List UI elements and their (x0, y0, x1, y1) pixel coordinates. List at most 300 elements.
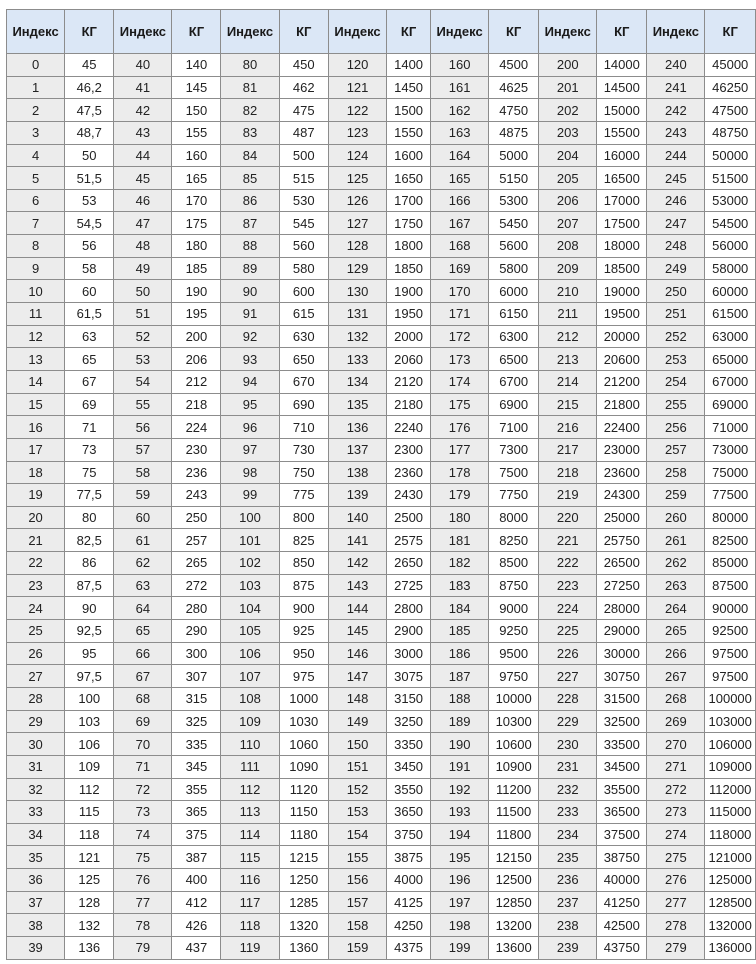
kg-cell: 11800 (489, 823, 539, 846)
kg-cell: 115000 (705, 801, 756, 824)
table-row (7, 778, 756, 801)
kg-cell: 1120 (279, 778, 328, 801)
index-cell: 238 (539, 914, 597, 937)
index-cell: 111 (221, 755, 279, 778)
kg-cell: 345 (172, 755, 221, 778)
index-cell: 62 (114, 552, 172, 575)
kg-cell: 4375 (387, 936, 431, 959)
index-cell: 177 (431, 438, 489, 461)
index-cell: 36 (7, 869, 65, 892)
index-cell: 220 (539, 506, 597, 529)
kg-cell: 875 (279, 574, 328, 597)
index-cell: 248 (647, 235, 705, 258)
kg-cell: 3250 (387, 710, 431, 733)
kg-cell: 50 (65, 144, 114, 167)
index-cell: 116 (221, 869, 279, 892)
index-cell: 83 (221, 121, 279, 144)
index-cell: 86 (221, 189, 279, 212)
kg-cell: 850 (279, 552, 328, 575)
index-cell: 190 (431, 733, 489, 756)
kg-cell: 1500 (387, 99, 431, 122)
index-cell: 85 (221, 167, 279, 190)
index-cell: 212 (539, 325, 597, 348)
table-row (7, 687, 756, 710)
kg-cell: 280 (172, 597, 221, 620)
index-cell: 92 (221, 325, 279, 348)
index-cell: 71 (114, 755, 172, 778)
kg-cell: 35500 (597, 778, 647, 801)
kg-cell: 630 (279, 325, 328, 348)
index-cell: 243 (647, 121, 705, 144)
kg-cell: 18000 (597, 235, 647, 258)
index-cell: 96 (221, 416, 279, 439)
kg-cell: 82,5 (65, 529, 114, 552)
kg-cell: 615 (279, 303, 328, 326)
table-row (7, 416, 756, 439)
kg-cell: 45 (65, 54, 114, 77)
kg-cell: 38750 (597, 846, 647, 869)
index-cell: 24 (7, 597, 65, 620)
kg-cell: 80 (65, 506, 114, 529)
index-cell: 140 (328, 506, 386, 529)
kg-cell: 4250 (387, 914, 431, 937)
kg-cell: 7100 (489, 416, 539, 439)
index-cell: 135 (328, 393, 386, 416)
index-cell: 20 (7, 506, 65, 529)
kg-cell: 103000 (705, 710, 756, 733)
kg-cell: 60000 (705, 280, 756, 303)
kg-cell: 6300 (489, 325, 539, 348)
index-cell: 208 (539, 235, 597, 258)
table-row (7, 348, 756, 371)
index-cell: 123 (328, 121, 386, 144)
kg-cell: 6900 (489, 393, 539, 416)
table-row (7, 552, 756, 575)
index-cell: 271 (647, 755, 705, 778)
index-cell: 198 (431, 914, 489, 937)
index-cell: 162 (431, 99, 489, 122)
table-row (7, 303, 756, 326)
kg-cell: 69 (65, 393, 114, 416)
kg-cell: 56 (65, 235, 114, 258)
kg-cell: 65000 (705, 348, 756, 371)
kg-cell: 2300 (387, 438, 431, 461)
kg-cell: 22400 (597, 416, 647, 439)
kg-cell: 170 (172, 189, 221, 212)
index-cell: 114 (221, 823, 279, 846)
kg-cell: 4000 (387, 869, 431, 892)
kg-cell: 12150 (489, 846, 539, 869)
kg-cell: 20000 (597, 325, 647, 348)
kg-cell: 28000 (597, 597, 647, 620)
index-cell: 60 (114, 506, 172, 529)
index-cell: 120 (328, 54, 386, 77)
kg-cell: 10900 (489, 755, 539, 778)
kg-cell: 121 (65, 846, 114, 869)
index-cell: 172 (431, 325, 489, 348)
kg-cell: 243 (172, 484, 221, 507)
index-cell: 17 (7, 438, 65, 461)
table-row (7, 393, 756, 416)
kg-cell: 46,2 (65, 76, 114, 99)
index-cell: 9 (7, 257, 65, 280)
index-cell: 250 (647, 280, 705, 303)
kg-cell: 95 (65, 642, 114, 665)
kg-cell: 47500 (705, 99, 756, 122)
index-cell: 265 (647, 620, 705, 643)
kg-cell: 300 (172, 642, 221, 665)
index-cell: 201 (539, 76, 597, 99)
index-cell: 240 (647, 54, 705, 77)
index-cell: 189 (431, 710, 489, 733)
index-cell: 263 (647, 574, 705, 597)
header-index: Индекс (328, 10, 386, 54)
kg-cell: 775 (279, 484, 328, 507)
kg-cell: 690 (279, 393, 328, 416)
kg-cell: 1150 (279, 801, 328, 824)
index-cell: 25 (7, 620, 65, 643)
kg-cell: 265 (172, 552, 221, 575)
index-cell: 22 (7, 552, 65, 575)
kg-cell: 670 (279, 370, 328, 393)
index-cell: 165 (431, 167, 489, 190)
kg-cell: 16000 (597, 144, 647, 167)
kg-cell: 9500 (489, 642, 539, 665)
index-cell: 67 (114, 665, 172, 688)
kg-cell: 3350 (387, 733, 431, 756)
index-cell: 261 (647, 529, 705, 552)
kg-cell: 3150 (387, 687, 431, 710)
index-cell: 267 (647, 665, 705, 688)
index-cell: 8 (7, 235, 65, 258)
index-cell: 122 (328, 99, 386, 122)
index-cell: 249 (647, 257, 705, 280)
kg-cell: 15000 (597, 99, 647, 122)
index-cell: 200 (539, 54, 597, 77)
index-cell: 183 (431, 574, 489, 597)
table-row (7, 642, 756, 665)
kg-cell: 307 (172, 665, 221, 688)
kg-cell: 23000 (597, 438, 647, 461)
index-cell: 264 (647, 597, 705, 620)
index-cell: 124 (328, 144, 386, 167)
kg-cell: 580 (279, 257, 328, 280)
kg-cell: 90000 (705, 597, 756, 620)
index-cell: 134 (328, 370, 386, 393)
table-row (7, 484, 756, 507)
kg-cell: 3450 (387, 755, 431, 778)
kg-cell: 10300 (489, 710, 539, 733)
index-cell: 112 (221, 778, 279, 801)
index-cell: 247 (647, 212, 705, 235)
index-cell: 277 (647, 891, 705, 914)
index-cell: 204 (539, 144, 597, 167)
header-index: Индекс (7, 10, 65, 54)
index-cell: 97 (221, 438, 279, 461)
table-row (7, 461, 756, 484)
kg-cell: 109 (65, 755, 114, 778)
index-cell: 266 (647, 642, 705, 665)
index-cell: 40 (114, 54, 172, 77)
kg-cell: 10000 (489, 687, 539, 710)
kg-cell: 30750 (597, 665, 647, 688)
index-cell: 66 (114, 642, 172, 665)
kg-cell: 54500 (705, 212, 756, 235)
index-cell: 118 (221, 914, 279, 937)
index-cell: 230 (539, 733, 597, 756)
kg-cell: 37500 (597, 823, 647, 846)
kg-cell: 426 (172, 914, 221, 937)
index-cell: 173 (431, 348, 489, 371)
index-cell: 58 (114, 461, 172, 484)
kg-cell: 5000 (489, 144, 539, 167)
kg-cell: 2120 (387, 370, 431, 393)
kg-cell: 4125 (387, 891, 431, 914)
table-row (7, 823, 756, 846)
kg-cell: 165 (172, 167, 221, 190)
index-cell: 143 (328, 574, 386, 597)
table-row (7, 144, 756, 167)
index-cell: 149 (328, 710, 386, 733)
kg-cell: 21200 (597, 370, 647, 393)
kg-cell: 118 (65, 823, 114, 846)
kg-cell: 106 (65, 733, 114, 756)
index-cell: 27 (7, 665, 65, 688)
kg-cell: 1550 (387, 121, 431, 144)
kg-cell: 365 (172, 801, 221, 824)
kg-cell: 2650 (387, 552, 431, 575)
kg-cell: 47,5 (65, 99, 114, 122)
kg-cell: 335 (172, 733, 221, 756)
table-row (7, 506, 756, 529)
kg-cell: 315 (172, 687, 221, 710)
kg-cell: 12500 (489, 869, 539, 892)
kg-cell: 160 (172, 144, 221, 167)
kg-cell: 82500 (705, 529, 756, 552)
kg-cell: 14500 (597, 76, 647, 99)
table-row (7, 370, 756, 393)
index-cell: 99 (221, 484, 279, 507)
kg-cell: 1650 (387, 167, 431, 190)
index-cell: 157 (328, 891, 386, 914)
kg-cell: 73 (65, 438, 114, 461)
kg-cell: 100000 (705, 687, 756, 710)
index-cell: 52 (114, 325, 172, 348)
kg-cell: 545 (279, 212, 328, 235)
index-cell: 78 (114, 914, 172, 937)
table-row (7, 280, 756, 303)
index-cell: 50 (114, 280, 172, 303)
kg-cell: 475 (279, 99, 328, 122)
kg-cell: 155 (172, 121, 221, 144)
index-cell: 154 (328, 823, 386, 846)
kg-cell: 2725 (387, 574, 431, 597)
index-cell: 209 (539, 257, 597, 280)
index-cell: 228 (539, 687, 597, 710)
kg-cell: 900 (279, 597, 328, 620)
index-cell: 43 (114, 121, 172, 144)
index-cell: 32 (7, 778, 65, 801)
kg-cell: 18500 (597, 257, 647, 280)
kg-cell: 6150 (489, 303, 539, 326)
kg-cell: 71000 (705, 416, 756, 439)
kg-cell: 750 (279, 461, 328, 484)
index-cell: 21 (7, 529, 65, 552)
index-cell: 205 (539, 167, 597, 190)
kg-cell: 500 (279, 144, 328, 167)
index-cell: 197 (431, 891, 489, 914)
index-cell: 3 (7, 121, 65, 144)
index-cell: 225 (539, 620, 597, 643)
kg-cell: 3875 (387, 846, 431, 869)
index-cell: 101 (221, 529, 279, 552)
kg-cell: 10600 (489, 733, 539, 756)
index-cell: 222 (539, 552, 597, 575)
index-cell: 211 (539, 303, 597, 326)
kg-cell: 75 (65, 461, 114, 484)
index-cell: 129 (328, 257, 386, 280)
table-row (7, 755, 756, 778)
index-cell: 203 (539, 121, 597, 144)
table-row (7, 869, 756, 892)
kg-cell: 8250 (489, 529, 539, 552)
index-cell: 171 (431, 303, 489, 326)
kg-cell: 103 (65, 710, 114, 733)
kg-cell: 12850 (489, 891, 539, 914)
kg-cell: 530 (279, 189, 328, 212)
index-cell: 95 (221, 393, 279, 416)
index-cell: 137 (328, 438, 386, 461)
index-cell: 106 (221, 642, 279, 665)
kg-cell: 355 (172, 778, 221, 801)
index-cell: 61 (114, 529, 172, 552)
index-cell: 156 (328, 869, 386, 892)
kg-cell: 5300 (489, 189, 539, 212)
kg-cell: 2360 (387, 461, 431, 484)
table-row (7, 235, 756, 258)
kg-cell: 2900 (387, 620, 431, 643)
index-cell: 14 (7, 370, 65, 393)
table-row (7, 212, 756, 235)
kg-cell: 1030 (279, 710, 328, 733)
index-cell: 213 (539, 348, 597, 371)
index-cell: 23 (7, 574, 65, 597)
kg-cell: 400 (172, 869, 221, 892)
table-row (7, 76, 756, 99)
kg-cell: 1000 (279, 687, 328, 710)
table-row (7, 167, 756, 190)
kg-cell: 206 (172, 348, 221, 371)
kg-cell: 25750 (597, 529, 647, 552)
kg-cell: 17500 (597, 212, 647, 235)
kg-cell: 90 (65, 597, 114, 620)
index-cell: 251 (647, 303, 705, 326)
kg-cell: 2430 (387, 484, 431, 507)
table-row (7, 325, 756, 348)
kg-cell: 75000 (705, 461, 756, 484)
kg-cell: 11500 (489, 801, 539, 824)
kg-cell: 21800 (597, 393, 647, 416)
kg-cell: 42500 (597, 914, 647, 937)
index-cell: 82 (221, 99, 279, 122)
kg-cell: 106000 (705, 733, 756, 756)
table-row (7, 529, 756, 552)
index-cell: 258 (647, 461, 705, 484)
header-index: Индекс (431, 10, 489, 54)
table-row (7, 846, 756, 869)
kg-cell: 50000 (705, 144, 756, 167)
index-cell: 232 (539, 778, 597, 801)
index-cell: 257 (647, 438, 705, 461)
kg-cell: 118000 (705, 823, 756, 846)
table-row (7, 574, 756, 597)
index-cell: 195 (431, 846, 489, 869)
kg-cell: 9000 (489, 597, 539, 620)
table-row (7, 257, 756, 280)
index-cell: 89 (221, 257, 279, 280)
header-kg: КГ (172, 10, 221, 54)
header-kg: КГ (597, 10, 647, 54)
kg-cell: 2500 (387, 506, 431, 529)
kg-cell: 7300 (489, 438, 539, 461)
index-cell: 206 (539, 189, 597, 212)
index-cell: 278 (647, 914, 705, 937)
index-cell: 54 (114, 370, 172, 393)
kg-cell: 6000 (489, 280, 539, 303)
index-cell: 241 (647, 76, 705, 99)
kg-cell: 26500 (597, 552, 647, 575)
kg-cell: 8500 (489, 552, 539, 575)
index-cell: 234 (539, 823, 597, 846)
kg-cell: 27250 (597, 574, 647, 597)
index-cell: 167 (431, 212, 489, 235)
kg-cell: 190 (172, 280, 221, 303)
index-cell: 185 (431, 620, 489, 643)
index-cell: 219 (539, 484, 597, 507)
kg-cell: 128500 (705, 891, 756, 914)
index-cell: 88 (221, 235, 279, 258)
load-index-table (6, 9, 756, 960)
index-cell: 4 (7, 144, 65, 167)
kg-cell: 17000 (597, 189, 647, 212)
index-cell: 194 (431, 823, 489, 846)
index-cell: 10 (7, 280, 65, 303)
kg-cell: 67 (65, 370, 114, 393)
kg-cell: 1450 (387, 76, 431, 99)
index-cell: 268 (647, 687, 705, 710)
kg-cell: 2000 (387, 325, 431, 348)
index-cell: 133 (328, 348, 386, 371)
kg-cell: 67000 (705, 370, 756, 393)
index-cell: 19 (7, 484, 65, 507)
index-cell: 18 (7, 461, 65, 484)
header-kg: КГ (705, 10, 756, 54)
kg-cell: 212 (172, 370, 221, 393)
index-cell: 182 (431, 552, 489, 575)
kg-cell: 3650 (387, 801, 431, 824)
kg-cell: 175 (172, 212, 221, 235)
index-cell: 1 (7, 76, 65, 99)
index-cell: 275 (647, 846, 705, 869)
kg-cell: 200 (172, 325, 221, 348)
kg-cell: 16500 (597, 167, 647, 190)
kg-cell: 412 (172, 891, 221, 914)
index-cell: 107 (221, 665, 279, 688)
index-cell: 100 (221, 506, 279, 529)
kg-cell: 3550 (387, 778, 431, 801)
kg-cell: 1060 (279, 733, 328, 756)
kg-cell: 1250 (279, 869, 328, 892)
